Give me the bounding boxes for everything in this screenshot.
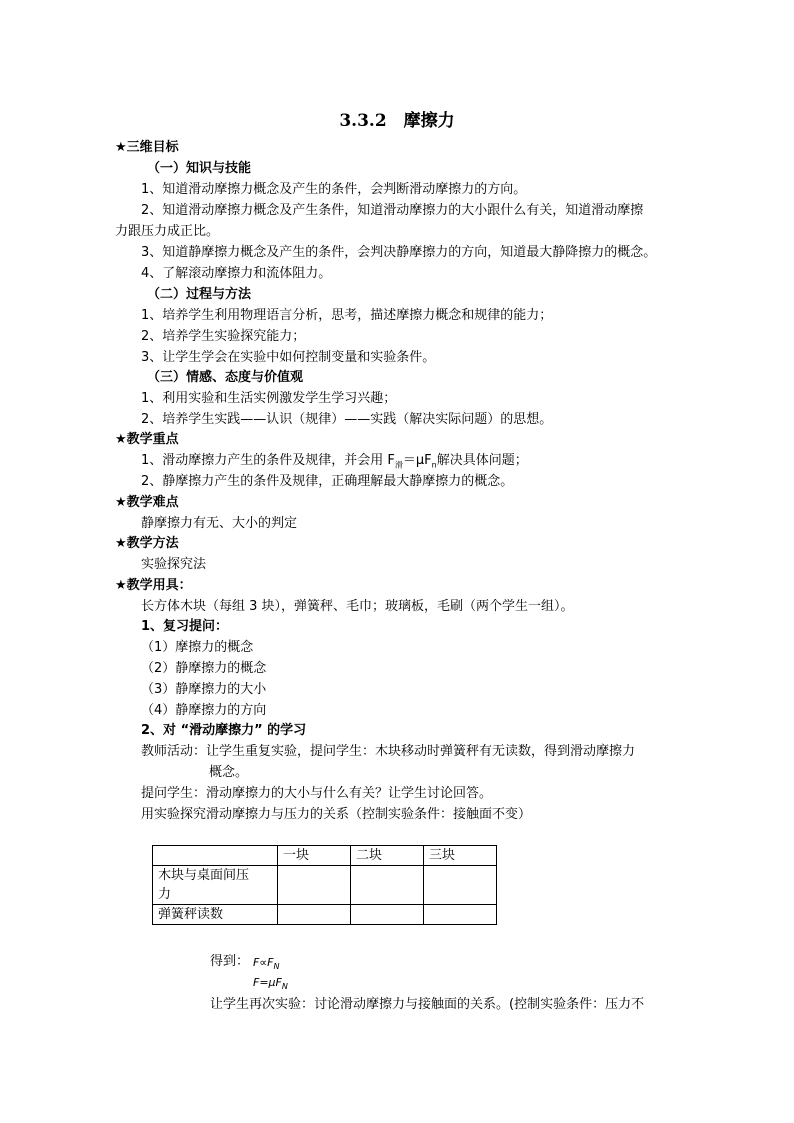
review-item-3: （3）静摩擦力的大小 — [141, 682, 267, 697]
review-item-1: （1）摩擦力的概念 — [141, 640, 254, 655]
table-row — [153, 905, 497, 925]
knowledge-item-2: 2、知道滑动摩擦力概念及产生条件，知道滑动摩擦力的大小跟什么有关，知道滑动摩擦 — [141, 203, 644, 218]
focus-item-1 — [141, 452, 528, 475]
table-header-cell: 三块 — [424, 846, 497, 866]
focus-item-1-text-c: 解决具体问题； — [436, 453, 528, 468]
table-row — [153, 866, 497, 905]
focus-item-1-text-a: 1、滑动摩擦力产生的条件及规律，并会用 F — [141, 453, 395, 468]
formula-proportional-sub: N — [273, 962, 280, 972]
last-line: 让学生再次实验：讨论滑动摩擦力与接触面的关系。(控制实验条件：压力不 — [210, 997, 645, 1012]
page-title: 3.3.2 摩擦力 — [339, 111, 455, 131]
process-item-1: 1、培养学生利用物理语言分析，思考，描述摩擦力概念和规律的能力； — [141, 308, 553, 323]
experiment-table — [152, 845, 497, 925]
method-item: 实验探究法 — [141, 557, 207, 572]
knowledge-item-4: 4、了解滚动摩擦力和流体阻力。 — [141, 266, 332, 281]
table-header-cell: 一块 — [278, 846, 351, 866]
formula-proportional-text: F∝F — [253, 956, 274, 969]
table-row-label-pressure-b: 力 — [158, 887, 172, 902]
review-item-2: （2）静摩擦力的概念 — [141, 661, 267, 676]
result-label: 得到： — [210, 954, 250, 969]
table-cell — [351, 866, 424, 905]
heading-process: （二）过程与方法 — [147, 287, 252, 302]
formula-friction — [253, 976, 288, 994]
table-header-cell — [153, 846, 278, 866]
focus-item-2: 2、静摩擦力产生的条件及规律，正确理解最大静摩擦力的概念。 — [141, 474, 514, 489]
table-cell — [278, 866, 351, 905]
formula-friction-sub: N — [281, 982, 288, 992]
emotion-item-2: 2、培养学生实践——认识（规律）——实践（解决实际问题）的思想。 — [141, 412, 553, 427]
formula-friction-text: F=μF — [253, 976, 282, 989]
table-row — [153, 846, 497, 866]
table-row-label-pressure — [153, 866, 278, 905]
table-cell — [424, 905, 497, 925]
knowledge-item-3: 3、知道静摩擦力概念及产生的条件，会判决静摩擦力的方向，知道最大静降擦力的概念。 — [141, 245, 657, 260]
table-cell — [424, 866, 497, 905]
sliding-text-1-cont: 概念。 — [209, 765, 249, 780]
focus-subscript-n: n — [431, 460, 437, 470]
heading-method: ★教学方法 — [115, 536, 179, 551]
heading-focus: ★教学重点 — [115, 432, 179, 447]
heading-sliding: 2、对 “滑动摩擦力” 的学习 — [141, 723, 307, 738]
heading-goals: ★三维目标 — [115, 140, 179, 155]
table-header-cell: 二块 — [351, 846, 424, 866]
process-item-2: 2、培养学生实验探究能力； — [141, 329, 306, 344]
sliding-text-3: 用实验探究滑动摩擦力与压力的关系（控制实验条件：接触面不变） — [141, 807, 532, 822]
tools-item: 长方体木块（每组 3 块），弹簧秤、毛巾；玻璃板，毛刷（两个学生一组）。 — [141, 599, 574, 614]
sliding-text-1: 教师活动：让学生重复实验，提问学生：木块移动时弹簧秤有无读数，得到滑动摩擦力 — [141, 744, 636, 759]
table-row-label-pressure-a: 木块与桌面间压 — [158, 868, 250, 883]
knowledge-item-2-cont: 力跟压力成正比。 — [115, 224, 220, 239]
knowledge-item-1: 1、知道滑动摩擦力概念及产生的条件，会判断滑动摩擦力的方向。 — [141, 182, 527, 197]
process-item-3: 3、让学生学会在实验中如何控制变量和实验条件。 — [141, 350, 436, 365]
heading-review: 1、复习提问： — [141, 619, 229, 634]
heading-emotion: （三）情感、态度与价值观 — [147, 370, 304, 385]
table-cell — [351, 905, 424, 925]
heading-difficulty: ★教学难点 — [115, 495, 179, 510]
table-cell — [278, 905, 351, 925]
sliding-text-2: 提问学生：滑动摩擦力的大小与什么有关？让学生讨论回答。 — [141, 786, 493, 801]
table-row-label-reading: 弹簧秤读数 — [153, 905, 278, 925]
focus-subscript-slide: 滑 — [394, 460, 403, 470]
review-item-4: （4）静摩擦力的方向 — [141, 703, 267, 718]
formula-proportional — [253, 956, 280, 974]
emotion-item-1: 1、利用实验和生活实例激发学生学习兴趣； — [141, 391, 397, 406]
heading-knowledge: （一）知识与技能 — [147, 161, 252, 176]
difficulty-item: 静摩擦力有无、大小的判定 — [141, 516, 298, 531]
focus-item-1-text-b: ＝μF — [402, 453, 432, 468]
heading-tools: ★教学用具： — [115, 578, 192, 593]
